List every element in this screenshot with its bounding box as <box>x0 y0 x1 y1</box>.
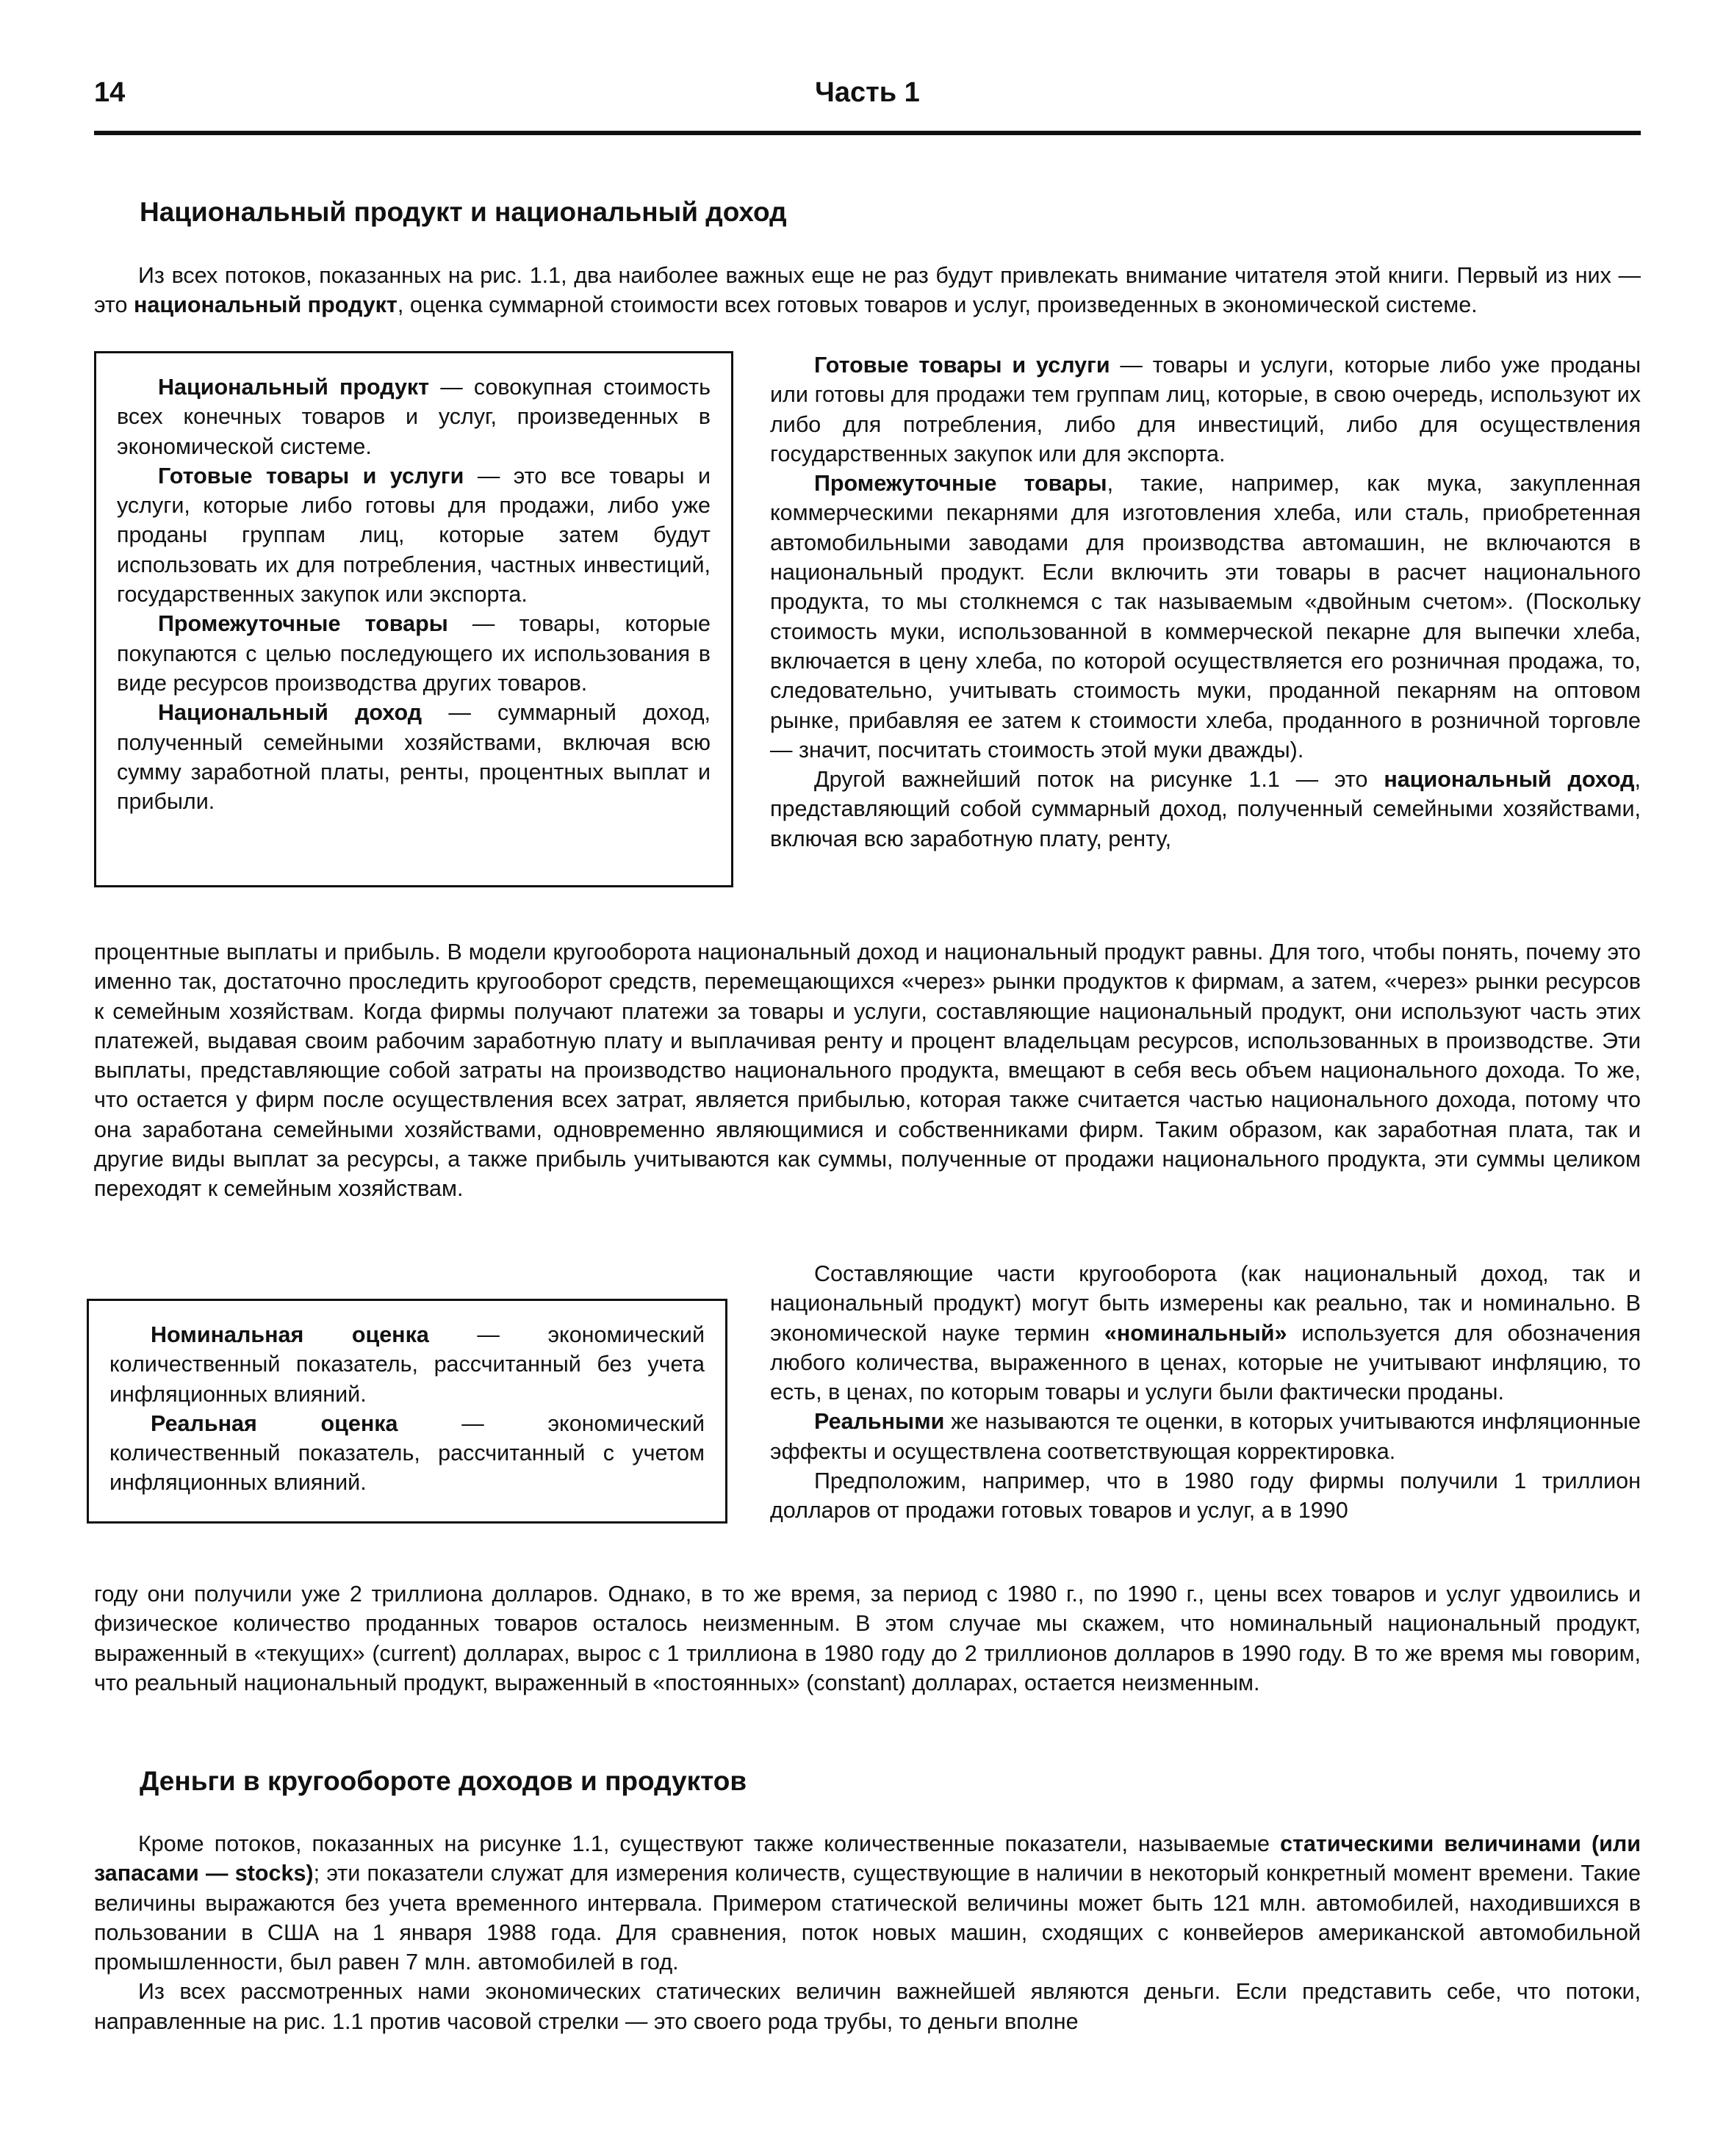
para-text: процентные выплаты и прибыль. В модели кругооборота национальный доход и национальный продукт равны. Для того, чтобы понять, почему это именно так, достаточно проследить кругооборот средств, перемещающихся «через» рынки продуктов к фирмам, а затем, «через» рынки ресурсов к семейным хозяйствам. Когда фирмы получают платежи за товары и услуги, составляющие национальный продукт, они используют часть этих платежей, выдавая своим рабочим заработную плату и выплачивая ренту и процент владельцам ресурсов, использованных в производстве. Эти выплаты, представляющие собой затраты на производство национального продукта, вмещают в себя весь объем национального дохода. То же, что остается у фирм после осуществления всех затрат, является прибылью, которая также считается частью национального дохода, потому что она заработана семейными хозяйствами, одновременно являющимися и собственниками фирм. Таким образом, как заработная плата, так и другие виды выплат за ресурсы, а также прибыль учитываются как суммы, полученные от продажи национального продукта, эти суммы целиком переходят к семейным хозяйствам. <box>94 940 1641 1202</box>
paragraph-real <box>770 1407 1641 1466</box>
definition-national-income <box>117 698 711 816</box>
para-text: — товары и услуги, которые либо уже проданы или готовы для продажи тем группам лиц, которые, в свою очередь, используют их либо для потребления, либо для инвестиций, либо для осуществления государственных закупок или для экспорта. <box>770 353 1641 466</box>
column-right-1 <box>770 350 1641 854</box>
para-text: , такие, например, как мука, закупленная коммерческими пекарнями для изготовления хлеба, или сталь, приобретенная автомобильными заводами для производства автомашин, не включаются в национальный продукт. Если включить эти товары в расчет национального продукта, то мы столкнемся с так называемым «двойным счетом». (Поскольку стоимость муки, использованной в коммерческой пекарне для выпечки хлеба, включается в цену хлеба, по которой осуществляется его розничная продажа, то, следовательно, учитывать стоимость муки, проданной пекарням на оптовом рынке, прибавляя ее затем к стоимости хлеба, проданного в розничной торговле — значит, посчитать стоимость этой муки дважды). <box>770 471 1641 762</box>
definitions-box-2 <box>87 1299 727 1524</box>
header-rule <box>94 131 1641 135</box>
paragraph-stocks <box>94 1829 1641 1977</box>
part-title: Часть 1 <box>815 77 920 108</box>
para-text: Из всех потоков, показанных на рис. 1.1, два наиболее важных еще не раз будут привлекать внимание читателя этой книги. Первый из них — это <box>94 263 1641 318</box>
definition-term: Номинальная оценка <box>151 1322 429 1347</box>
definition-final-goods <box>117 461 711 609</box>
para-text: же называются те оценки, в которых учитываются инфляционные эффекты и осуществлена соответствующая корректировка. <box>770 1409 1641 1464</box>
definition-text: — экономический количественный показатель, рассчитанный без учета инфляционных влияний. <box>109 1322 705 1407</box>
para-text: Кроме потоков, показанных на рисунке 1.1, существуют также количественные показатели, называемые <box>138 1831 1281 1856</box>
term-national-product: национальный продукт <box>133 292 398 318</box>
paragraph-intro <box>94 261 1641 320</box>
definition-text: — экономический количественный показатель, рассчитанный с учетом инфляционных влияний. <box>109 1410 705 1496</box>
paragraph-final-goods <box>770 350 1641 469</box>
paragraph-circular-flow <box>94 937 1641 1204</box>
paragraph-intermediate-goods <box>770 469 1641 765</box>
definition-intermediate-goods <box>117 609 711 698</box>
definition-term: Промежуточные товары <box>158 611 448 637</box>
paragraph-example-continued <box>94 1579 1641 1698</box>
term-national-income: национальный доход <box>1384 767 1635 793</box>
section-2-body <box>94 1829 1641 2036</box>
term-stocks: статическими величинами (или запасами — stocks) <box>94 1831 1641 1886</box>
para-text: используется для обозначения любого количества, выраженного в ценах, которые не учитывают инфляцию, то есть, в ценах, по которым товары и услуги были фактически проданы. <box>770 1320 1641 1405</box>
definition-term: Готовые товары и услуги <box>158 463 464 488</box>
definition-nominal <box>109 1320 705 1409</box>
para-text: ; эти показатели служат для измерения количеств, существующие в наличии в некоторый конкретный момент времени. Такие величины выражаются без учета временного интервала. Примером статической величины может быть 121 млн. автомобилей, находившихся в пользовании в США на 1 января 1988 года. Для сравнения, поток новых машин, сходящих с конвейеров американской автомобильной промышленности, был равен 7 млн. автомобилей в год. <box>94 1861 1641 1975</box>
paragraph-example: Предположим, например, что в 1980 году фирмы получили 1 триллион долларов от продажи готовых товаров и услуг, а в 1990 <box>770 1468 1641 1524</box>
definition-text: — суммарный доход, полученный семейными хозяйствами, включая всю сумму заработной платы, ренты, процентных выплат и прибыли. <box>117 700 711 815</box>
paragraph-national-income <box>770 765 1641 854</box>
section-heading-money: Деньги в кругообороте доходов и продуктов <box>140 1766 747 1796</box>
para-text: , представляющий собой суммарный доход, полученный семейными хозяйствами, включая всю заработную плату, ренту, <box>770 767 1641 851</box>
definition-real <box>109 1409 705 1498</box>
para-text: Составляющие части кругооборота (как национальный доход, так и национальный продукт) могут быть измерены как реально, так и номинально. В экономической науке термин <box>770 1261 1641 1346</box>
term-final-goods: Готовые товары и услуги <box>814 353 1110 378</box>
definition-text: — товары, которые покупаются с целью последующего их использования в виде ресурсов производства других товаров. <box>117 611 711 696</box>
definition-term: Реальная оценка <box>151 1410 398 1436</box>
definitions-box-1 <box>94 351 733 887</box>
definition-term: Национальный продукт <box>158 375 430 400</box>
definition-term: Национальный доход <box>158 700 422 726</box>
definition-text: — это все товары и услуги, которые либо готовы для продажи, либо уже проданы группам лиц, которые затем будут использовать их для потребления, частных инвестиций, государственных закупок или экспорта. <box>117 463 711 607</box>
term-real: Реальными <box>814 1409 945 1435</box>
term-intermediate-goods: Промежуточные товары <box>814 471 1107 497</box>
column-right-2 <box>770 1259 1641 1526</box>
definition-text: — совокупная стоимость всех конечных товаров и услуг, произведенных в экономической системе. <box>117 375 711 459</box>
para-text: Другой важнейший поток на рисунке 1.1 — это <box>814 767 1384 793</box>
section-heading-national-product: Национальный продукт и национальный доход <box>140 197 787 227</box>
term-nominal: «номинальный» <box>1104 1320 1287 1346</box>
running-head <box>94 77 1641 121</box>
definition-national-product <box>117 372 711 461</box>
page-number: 14 <box>94 77 126 108</box>
paragraph-money: Из всех рассмотренных нами экономических статических величин важнейшей являются деньги. Если представить себе, что потоки, направленные на рис. 1.1 против часовой стрелки — это своего рода трубы, то деньги вполне <box>94 1979 1641 2034</box>
paragraph-nominal <box>770 1259 1641 1407</box>
para-text: , оценка суммарной стоимости всех готовых товаров и услуг, произведенных в экономической системе. <box>397 292 1478 318</box>
para-text: году они получили уже 2 триллиона долларов. Однако, в то же время, за период с 1980 г., по 1990 г., цены всех товаров и услуг удвоились и физическое количество проданных товаров осталось неизменным. В этом случае мы скажем, что номинальный национальный продукт, выраженный в «текущих» (current) долларах, вырос с 1 триллиона в 1980 году до 2 триллионов долларов в 1990 году. В то же время мы говорим, что реальный национальный продукт, выраженный в «постоянных» (constant) долларах, остается неизменным. <box>94 1582 1641 1695</box>
